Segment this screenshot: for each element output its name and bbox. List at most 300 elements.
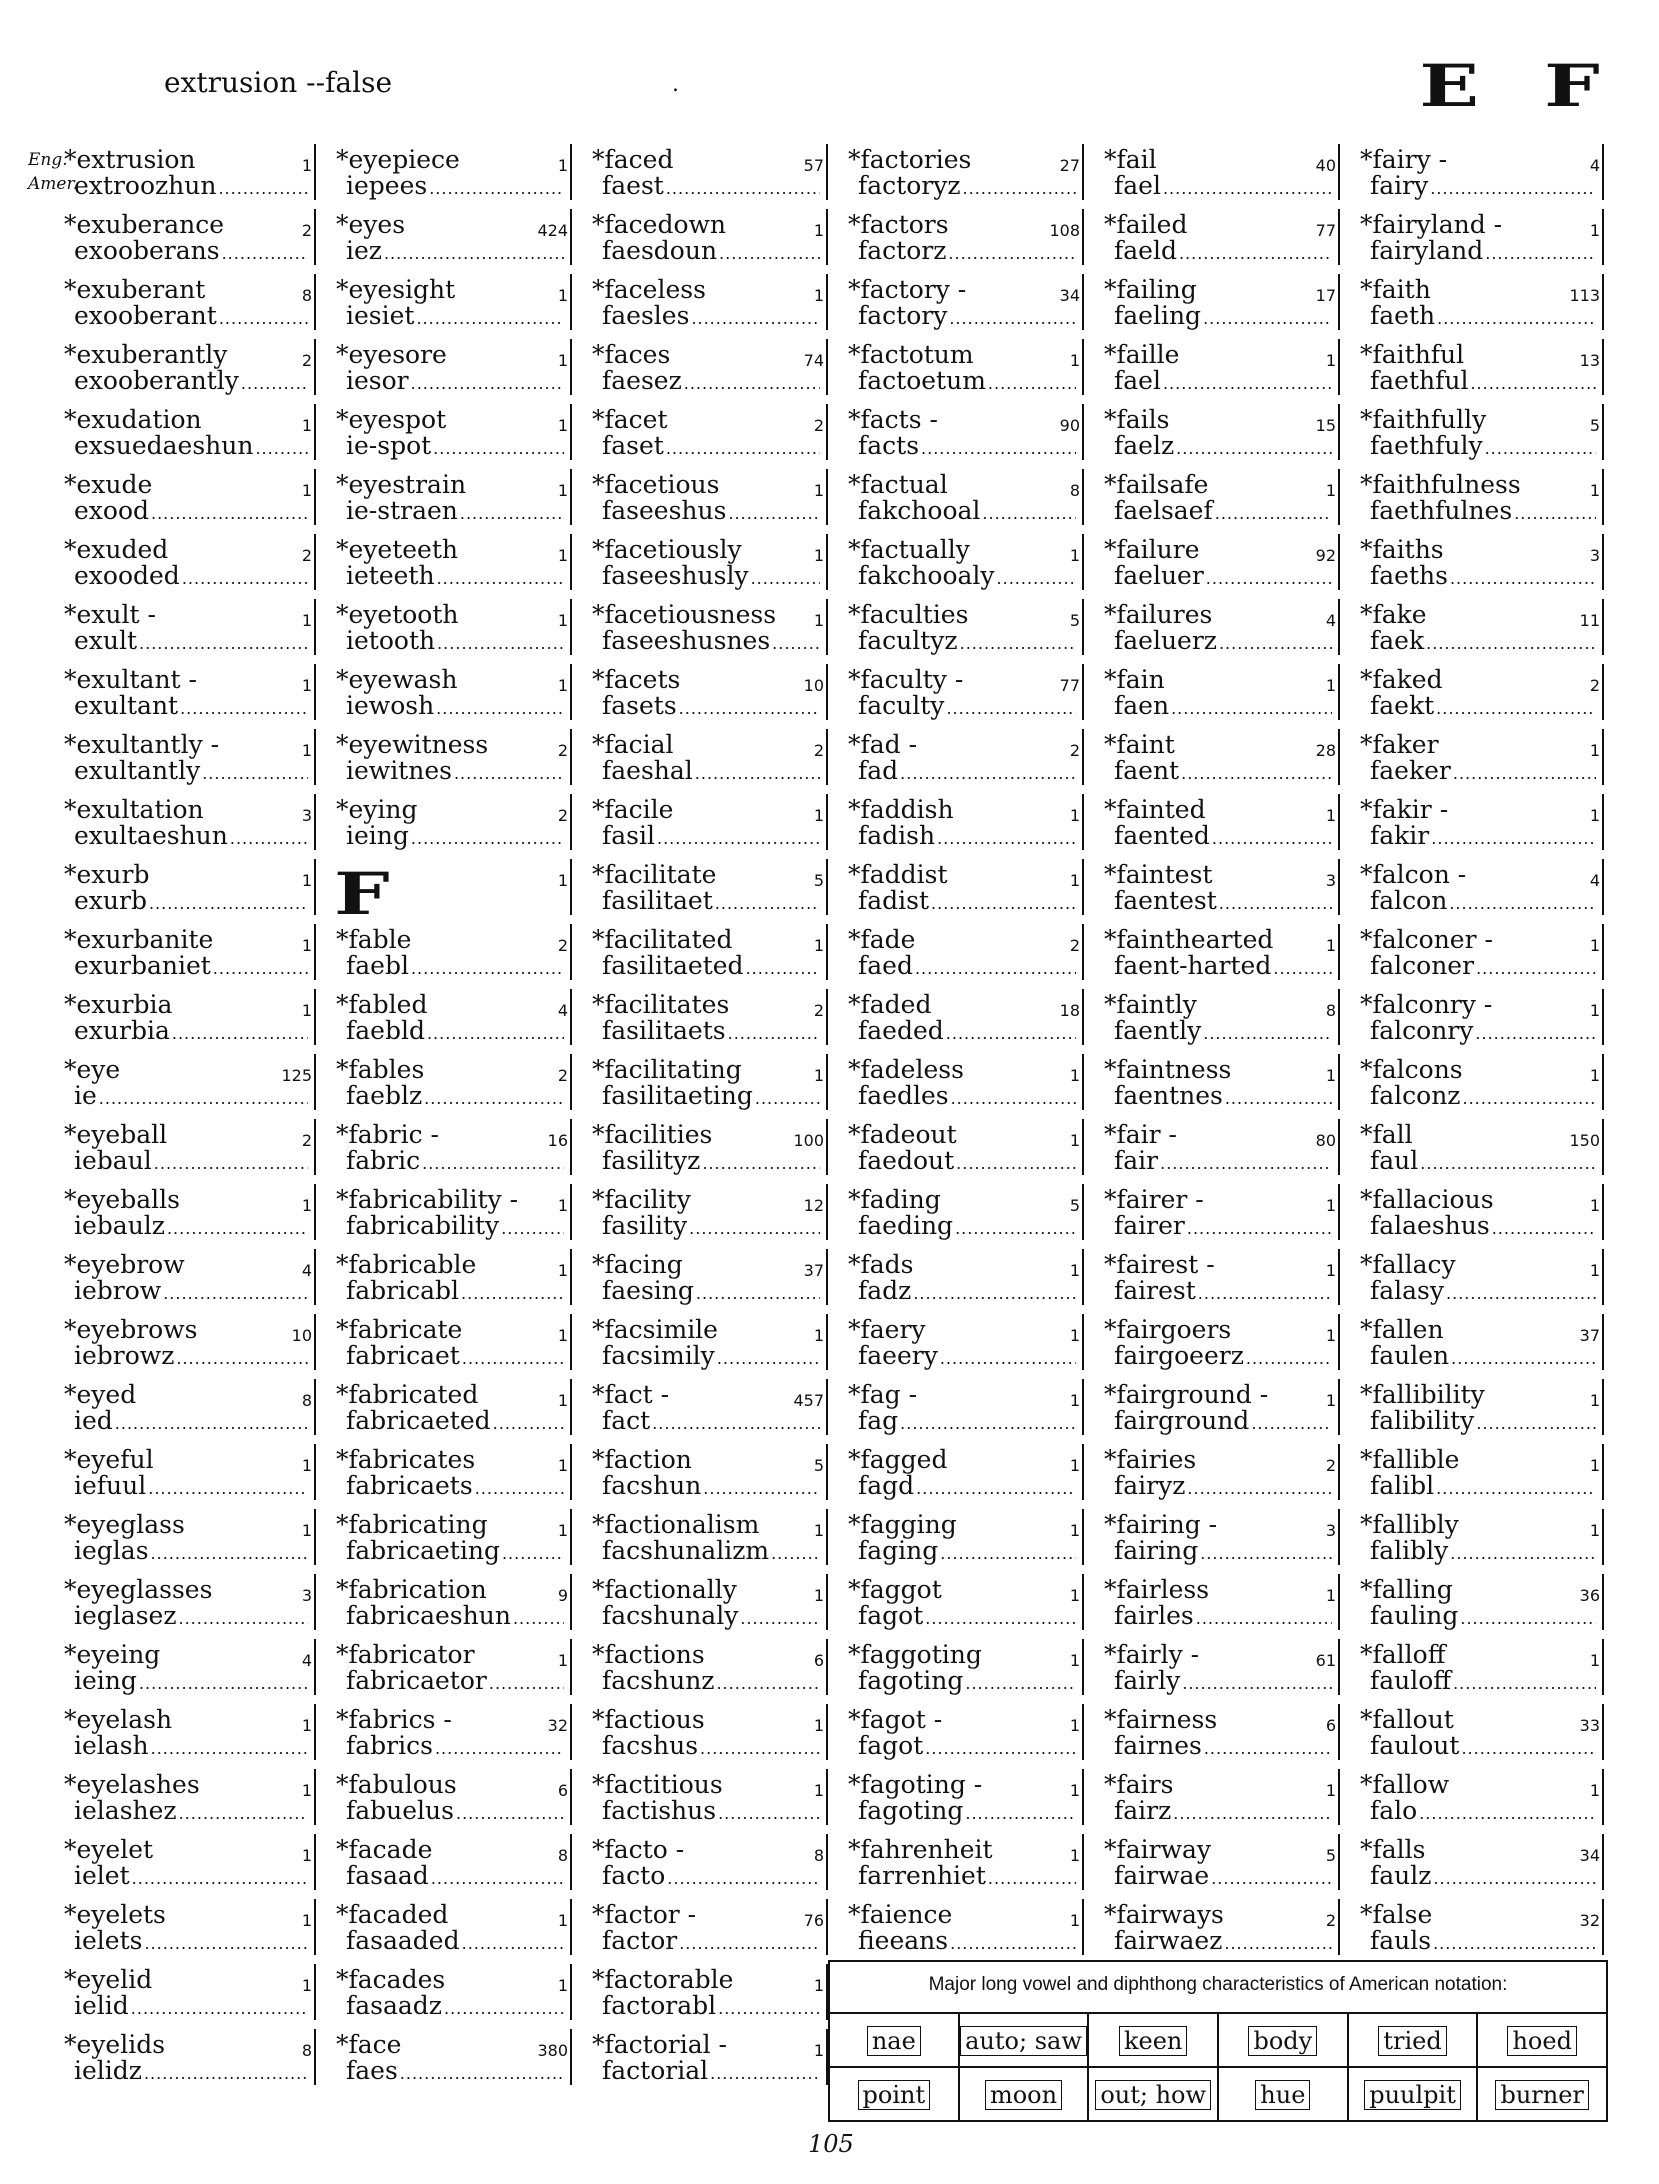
- entry-frequency: 1: [557, 676, 568, 695]
- legend-example-word: out; how: [1095, 2080, 1211, 2110]
- entry-frequency: 1: [1325, 1066, 1336, 1085]
- legend-example: [1089, 2014, 1219, 2068]
- entry-headword: *faculties: [848, 600, 969, 629]
- legend-example: [1089, 2068, 1219, 2122]
- dictionary-entry: [572, 1962, 828, 2027]
- entry-respelling: ieing .....: [346, 822, 564, 853]
- entry-respelling: fasil .....: [602, 822, 820, 853]
- entry-headword: *facilitated: [592, 925, 733, 954]
- dictionary-entry: [316, 597, 572, 662]
- dictionary-entry: [828, 987, 1084, 1052]
- entry-frequency: 1: [1069, 351, 1080, 370]
- dictionary-entry: [316, 402, 572, 467]
- entry-headword: *fabrication: [336, 1575, 487, 1604]
- entry-frequency: 1: [813, 2041, 824, 2060]
- entry-respelling: faesdoun .....: [602, 237, 820, 268]
- entry-respelling: fasaadz .....: [346, 1992, 564, 2023]
- dictionary-entry: [828, 1767, 1084, 1832]
- entry-headword: *eye: [64, 1055, 121, 1084]
- entry-headword: *fadeout: [848, 1120, 957, 1149]
- entry-headword: *fairer -: [1104, 1185, 1204, 1214]
- entry-headword: *fall: [1360, 1120, 1413, 1149]
- entry-headword: *fallow: [1360, 1770, 1450, 1799]
- entry-respelling: fabric .....: [346, 1147, 564, 1178]
- entry-headword: *factory -: [848, 275, 967, 304]
- dictionary-entry: [1084, 727, 1340, 792]
- entry-frequency: 1: [1069, 1781, 1080, 1800]
- dictionary-entry: [828, 1832, 1084, 1897]
- dictionary-entry: [1084, 1052, 1340, 1117]
- entry-respelling: falasy .....: [1370, 1277, 1596, 1308]
- entry-frequency: 1: [1069, 1326, 1080, 1345]
- dictionary-entry: [572, 1377, 828, 1442]
- entry-respelling: factor .....: [602, 1927, 820, 1958]
- entry-respelling: fairnes .....: [1114, 1732, 1332, 1763]
- entry-respelling: falconz .....: [1370, 1082, 1596, 1113]
- entry-frequency: 380: [537, 2041, 568, 2060]
- entry-headword: *faddish: [848, 795, 954, 824]
- entry-headword: *facility: [592, 1185, 691, 1214]
- entry-respelling: faesing .....: [602, 1277, 820, 1308]
- entry-headword: *fairway: [1104, 1835, 1212, 1864]
- entry-frequency: 2: [1325, 1911, 1336, 1930]
- entry-frequency: 1: [557, 611, 568, 630]
- entry-headword: *fables: [336, 1055, 425, 1084]
- dictionary-entry: [316, 1962, 572, 2027]
- entry-respelling: faented .....: [1114, 822, 1332, 853]
- entry-frequency: 1: [301, 1781, 312, 1800]
- entry-frequency: 15: [1315, 416, 1336, 435]
- entry-respelling: fair .....: [1114, 1147, 1332, 1178]
- entry-respelling: faethfulnes .....: [1370, 497, 1596, 528]
- entry-frequency: 5: [813, 1456, 824, 1475]
- entry-frequency: 1: [813, 546, 824, 565]
- entry-respelling: farrenhiet .....: [858, 1862, 1076, 1893]
- dictionary-entry: [316, 467, 572, 532]
- entry-headword: *eyestrain: [336, 470, 467, 499]
- entry-respelling: faentnes .....: [1114, 1082, 1332, 1113]
- entry-frequency: 1: [1325, 1391, 1336, 1410]
- dictionary-entry: [572, 207, 828, 272]
- entry-respelling: faent .....: [1114, 757, 1332, 788]
- amer-label: Amer.: [28, 174, 79, 194]
- entry-frequency: 4: [301, 1651, 312, 1670]
- dictionary-entry: [316, 337, 572, 402]
- header-section-letters: E F: [1419, 52, 1619, 120]
- dictionary-entry: [1084, 1507, 1340, 1572]
- entry-frequency: 1: [557, 1521, 568, 1540]
- entry-respelling: fagot .....: [858, 1602, 1076, 1633]
- dictionary-entry: [1340, 987, 1604, 1052]
- entry-divider: [1602, 794, 1604, 850]
- entry-divider: [1602, 1899, 1604, 1955]
- entry-headword: *fabricate: [336, 1315, 463, 1344]
- entry-frequency: 1: [1325, 1261, 1336, 1280]
- entry-frequency: 13: [1579, 351, 1600, 370]
- entry-frequency: 4: [1589, 156, 1600, 175]
- dictionary-entry: [572, 792, 828, 857]
- entry-headword: *falloff: [1360, 1640, 1446, 1669]
- entry-frequency: 8: [813, 1846, 824, 1865]
- dictionary-entry: [1084, 1572, 1340, 1637]
- dictionary-entry: [828, 1052, 1084, 1117]
- entry-respelling: fairground .....: [1114, 1407, 1332, 1438]
- dictionary-entry: [44, 1052, 316, 1117]
- entry-frequency: 1: [557, 1326, 568, 1345]
- dictionary-entry: [572, 1442, 828, 1507]
- entry-headword: *eying: [336, 795, 418, 824]
- entry-headword: *facetiously: [592, 535, 742, 564]
- entry-frequency: 28: [1315, 741, 1336, 760]
- dictionary-entry: [44, 1897, 316, 1962]
- entry-divider: [1602, 144, 1604, 200]
- entry-respelling: faesles .....: [602, 302, 820, 333]
- entry-headword: *extrusion: [64, 145, 196, 174]
- entry-frequency: 37: [803, 1261, 824, 1280]
- entry-respelling: faeblz .....: [346, 1082, 564, 1113]
- entry-respelling: faeded .....: [858, 1017, 1076, 1048]
- dictionary-entry: [572, 1702, 828, 1767]
- dictionary-entry: [572, 467, 828, 532]
- dictionary-entry: [1084, 467, 1340, 532]
- dictionary-column-4: [828, 142, 1084, 1962]
- entry-respelling: faulout .....: [1370, 1732, 1596, 1763]
- dictionary-entry: [1340, 662, 1604, 727]
- entry-frequency: 4: [301, 1261, 312, 1280]
- entry-respelling: fabrics .....: [346, 1732, 564, 1763]
- entry-respelling: faeshal .....: [602, 757, 820, 788]
- entry-frequency: 1: [1069, 1911, 1080, 1930]
- entry-headword: *facilitate: [592, 860, 717, 889]
- entry-headword: *faithfully: [1360, 405, 1487, 434]
- entry-respelling: ied .....: [74, 1407, 308, 1438]
- entry-respelling: factoetum .....: [858, 367, 1076, 398]
- dictionary-entry: [1340, 337, 1604, 402]
- dictionary-entry: [44, 662, 316, 727]
- entry-frequency: 61: [1315, 1651, 1336, 1670]
- entry-headword: *exude: [64, 470, 153, 499]
- entry-respelling: faging .....: [858, 1537, 1076, 1568]
- entry-frequency: 2: [301, 546, 312, 565]
- dictionary-entry: [1340, 597, 1604, 662]
- legend-example: [1349, 2068, 1479, 2122]
- entry-frequency: 10: [803, 676, 824, 695]
- entry-headword: *exuberantly: [64, 340, 228, 369]
- entry-headword: *facilities: [592, 1120, 713, 1149]
- entry-headword: *exultantly -: [64, 730, 220, 759]
- header-dot: .: [672, 72, 679, 97]
- dictionary-entry: [1340, 207, 1604, 272]
- entry-frequency: 2: [557, 936, 568, 955]
- dictionary-entry: [1084, 1832, 1340, 1897]
- dictionary-entry: [44, 1247, 316, 1312]
- entry-frequency: 9: [557, 1586, 568, 1605]
- legend-example-word: auto; saw: [960, 2026, 1087, 2056]
- legend-example-word: tried: [1378, 2026, 1446, 2056]
- entry-frequency: 2: [557, 741, 568, 760]
- entry-respelling: faedles .....: [858, 1082, 1076, 1113]
- dictionary-entry: [44, 272, 316, 337]
- entry-headword: *fallen: [1360, 1315, 1444, 1344]
- entry-frequency: 1: [557, 156, 568, 175]
- entry-headword: *eyepiece: [336, 145, 460, 174]
- entry-headword: *facetiousness: [592, 600, 777, 629]
- entry-frequency: 1: [1069, 1521, 1080, 1540]
- entry-frequency: 1: [557, 351, 568, 370]
- entry-frequency: 16: [547, 1131, 568, 1150]
- entry-headword: *eyeglasses: [64, 1575, 213, 1604]
- entry-frequency: 150: [1569, 1131, 1600, 1150]
- entry-respelling: ie .....: [74, 1082, 308, 1113]
- dictionary-entry: [316, 2027, 572, 2092]
- entry-headword: *falconer -: [1360, 925, 1493, 954]
- entry-headword: *eyesight: [336, 275, 456, 304]
- entry-respelling: faeker .....: [1370, 757, 1596, 788]
- page-number: 105: [808, 2130, 854, 2158]
- entry-frequency: 6: [813, 1651, 824, 1670]
- entry-headword: *falcons: [1360, 1055, 1463, 1084]
- entry-headword: *facedown: [592, 210, 727, 239]
- entry-headword: *faintness: [1104, 1055, 1232, 1084]
- entry-frequency: 1: [1069, 1066, 1080, 1085]
- entry-respelling: fasaad .....: [346, 1862, 564, 1893]
- entry-respelling: exultaeshun .....: [74, 822, 308, 853]
- entry-respelling: ielash .....: [74, 1732, 308, 1763]
- entry-frequency: 1: [301, 676, 312, 695]
- entry-headword: *fainted: [1104, 795, 1206, 824]
- entry-headword: *eyeing: [64, 1640, 161, 1669]
- legend-example-word: burner: [1495, 2080, 1588, 2110]
- dictionary-column-2: [316, 142, 572, 2092]
- entry-respelling: facshunalizm .....: [602, 1537, 820, 1568]
- entry-frequency: 1: [1069, 1651, 1080, 1670]
- entry-respelling: faeth .....: [1370, 302, 1596, 333]
- entry-respelling: faseeshus .....: [602, 497, 820, 528]
- entry-respelling: faeluerz .....: [1114, 627, 1332, 658]
- entry-respelling: faen .....: [1114, 692, 1332, 723]
- dictionary-entry: [44, 1702, 316, 1767]
- entry-frequency: 424: [537, 221, 568, 240]
- entry-headword: *fairyland -: [1360, 210, 1503, 239]
- entry-frequency: 18: [1059, 1001, 1080, 1020]
- entry-frequency: 1: [1589, 1001, 1600, 1020]
- entry-headword: *factious: [592, 1705, 705, 1734]
- entry-headword: *fairgoers: [1104, 1315, 1232, 1344]
- entry-respelling: faul .....: [1370, 1147, 1596, 1178]
- dictionary-entry: [828, 1702, 1084, 1767]
- entry-respelling: fairing .....: [1114, 1537, 1332, 1568]
- entry-headword: *eyewash: [336, 665, 458, 694]
- entry-headword: *fairs: [1104, 1770, 1174, 1799]
- entry-respelling: exult .....: [74, 627, 308, 658]
- dictionary-entry: [828, 792, 1084, 857]
- dictionary-entry: [1340, 402, 1604, 467]
- entry-respelling: fabricaets .....: [346, 1472, 564, 1503]
- legend-example-word: puulpit: [1364, 2080, 1461, 2110]
- dictionary-entry: [572, 987, 828, 1052]
- legend-title: Major long vowel and diphthong characteristics of American notation:: [928, 1974, 1508, 1995]
- entry-frequency: 3: [301, 806, 312, 825]
- entry-respelling: faeld .....: [1114, 237, 1332, 268]
- entry-headword: *faggoting: [848, 1640, 982, 1669]
- entry-respelling: fauls .....: [1370, 1927, 1596, 1958]
- dictionary-entry: [1340, 857, 1604, 922]
- entry-frequency: 5: [1325, 1846, 1336, 1865]
- entry-frequency: 2: [301, 351, 312, 370]
- entry-respelling: fagot .....: [858, 1732, 1076, 1763]
- legend-example: [1478, 2068, 1606, 2122]
- entry-frequency: 1: [557, 871, 568, 890]
- dictionary-entry: [1084, 402, 1340, 467]
- entry-headword: *fairless: [1104, 1575, 1210, 1604]
- dictionary-entry: [1340, 1637, 1604, 1702]
- dictionary-entry: [316, 532, 572, 597]
- entry-frequency: 1: [301, 1196, 312, 1215]
- entry-headword: *failed: [1104, 210, 1188, 239]
- entry-headword: *failures: [1104, 600, 1213, 629]
- entry-respelling: factishus .....: [602, 1797, 820, 1828]
- entry-frequency: 1: [1589, 1781, 1600, 1800]
- entry-frequency: 1: [813, 221, 824, 240]
- entry-headword: *exult -: [64, 600, 156, 629]
- entry-respelling: ieteeth .....: [346, 562, 564, 593]
- dictionary-column-6: [1340, 142, 1604, 1962]
- dictionary-entry: [828, 857, 1084, 922]
- entry-respelling: falcon .....: [1370, 887, 1596, 918]
- entry-headword: *fallacy: [1360, 1250, 1456, 1279]
- entry-frequency: 1: [813, 1716, 824, 1735]
- entry-respelling: factorial .....: [602, 2057, 820, 2088]
- entry-respelling: iebrowz .....: [74, 1342, 308, 1373]
- dictionary-entry: [572, 727, 828, 792]
- entry-frequency: 1: [1325, 351, 1336, 370]
- dictionary-entry: [828, 727, 1084, 792]
- legend-example-word: hue: [1255, 2080, 1310, 2110]
- entry-headword: *faint: [1104, 730, 1175, 759]
- entry-frequency: 2: [301, 1131, 312, 1150]
- entry-respelling: fairly .....: [1114, 1667, 1332, 1698]
- entry-headword: *falconry -: [1360, 990, 1493, 1019]
- dictionary-entry: [1084, 792, 1340, 857]
- legend-example: [830, 2014, 960, 2068]
- entry-divider: [1602, 469, 1604, 525]
- legend-example-word: point: [858, 2080, 931, 2110]
- entry-respelling: facts .....: [858, 432, 1076, 463]
- entry-headword: *fade: [848, 925, 916, 954]
- entry-respelling: ieing .....: [74, 1667, 308, 1698]
- dictionary-entry: [572, 1572, 828, 1637]
- entry-respelling: faelsaef .....: [1114, 497, 1332, 528]
- entry-respelling: falconry .....: [1370, 1017, 1596, 1048]
- entry-frequency: 1: [813, 1781, 824, 1800]
- entry-frequency: 1: [1325, 1326, 1336, 1345]
- entry-headword: *falling: [1360, 1575, 1453, 1604]
- dictionary-entry: [1084, 662, 1340, 727]
- entry-frequency: 3: [1325, 1521, 1336, 1540]
- dictionary-entry: [44, 1572, 316, 1637]
- entry-respelling: fairz .....: [1114, 1797, 1332, 1828]
- entry-respelling: fasilitaet .....: [602, 887, 820, 918]
- dictionary-entry: [44, 1442, 316, 1507]
- dictionary-entry: [1340, 272, 1604, 337]
- entry-headword: *fallible: [1360, 1445, 1460, 1474]
- dictionary-entry: [1084, 1637, 1340, 1702]
- entry-respelling: exultantly .....: [74, 757, 308, 788]
- entry-respelling: fadish .....: [858, 822, 1076, 853]
- entry-headword: *eyelets: [64, 1900, 166, 1929]
- entry-respelling: fabricability .....: [346, 1212, 564, 1243]
- entry-respelling: ie-spot .....: [346, 432, 564, 463]
- entry-headword: *fails: [1104, 405, 1170, 434]
- entry-respelling: fabricaetor .....: [346, 1667, 564, 1698]
- dictionary-entry: [572, 532, 828, 597]
- entry-headword: *fairy -: [1360, 145, 1448, 174]
- dictionary-entry: [828, 1312, 1084, 1377]
- eng-label: Eng.: [28, 150, 68, 170]
- dictionary-entry: [828, 1637, 1084, 1702]
- entry-frequency: 1: [1069, 1131, 1080, 1150]
- legend-example-word: hoed: [1507, 2026, 1576, 2056]
- dictionary-entry: [44, 987, 316, 1052]
- entry-respelling: fakir .....: [1370, 822, 1596, 853]
- entry-headword: *fabricated: [336, 1380, 479, 1409]
- entry-frequency: 1: [1589, 1066, 1600, 1085]
- entry-headword: *exurb: [64, 860, 150, 889]
- page-header-title: extrusion --false: [164, 66, 393, 99]
- dictionary-entry: [572, 597, 828, 662]
- entry-divider: [1602, 1444, 1604, 1500]
- entry-respelling: iepees .....: [346, 172, 564, 203]
- entry-frequency: 80: [1315, 1131, 1336, 1150]
- entry-frequency: 1: [813, 611, 824, 630]
- entry-headword: *fagging: [848, 1510, 957, 1539]
- entry-frequency: 125: [281, 1066, 312, 1085]
- entry-headword: *eyelids: [64, 2030, 166, 2059]
- entry-headword: *factors: [848, 210, 949, 239]
- entry-respelling: faedout .....: [858, 1147, 1076, 1178]
- entry-frequency: 113: [1569, 286, 1600, 305]
- entry-respelling: fact .....: [602, 1407, 820, 1438]
- entry-divider: [1602, 1574, 1604, 1630]
- dictionary-entry: [1084, 1182, 1340, 1247]
- entry-respelling: fairgoeerz .....: [1114, 1342, 1332, 1373]
- entry-respelling: faes .....: [346, 2057, 564, 2088]
- entry-respelling: falibly .....: [1370, 1537, 1596, 1568]
- entry-frequency: 1: [813, 806, 824, 825]
- entry-frequency: 1: [1589, 1196, 1600, 1215]
- dictionary-entry: [316, 1897, 572, 1962]
- entry-headword: *fading: [848, 1185, 941, 1214]
- dictionary-entry: [316, 1767, 572, 1832]
- dictionary-entry: [1340, 1377, 1604, 1442]
- entry-headword: *eyed: [64, 1380, 137, 1409]
- entry-headword: *faked: [1360, 665, 1443, 694]
- legend-example: [1349, 2014, 1479, 2068]
- dictionary-entry: [44, 1832, 316, 1897]
- entry-frequency: 5: [1069, 611, 1080, 630]
- dictionary-entry: [572, 1767, 828, 1832]
- entry-respelling: fael .....: [1114, 172, 1332, 203]
- dictionary-entry: [828, 1897, 1084, 1962]
- dictionary-entry: [828, 1247, 1084, 1312]
- entry-frequency: 1: [557, 286, 568, 305]
- entry-headword: *fair -: [1104, 1120, 1177, 1149]
- entry-respelling: falibl .....: [1370, 1472, 1596, 1503]
- dictionary-entry: [316, 1507, 572, 1572]
- entry-headword: *exurbanite: [64, 925, 214, 954]
- dictionary-entry: [316, 922, 572, 987]
- entry-headword: *exuberant: [64, 275, 206, 304]
